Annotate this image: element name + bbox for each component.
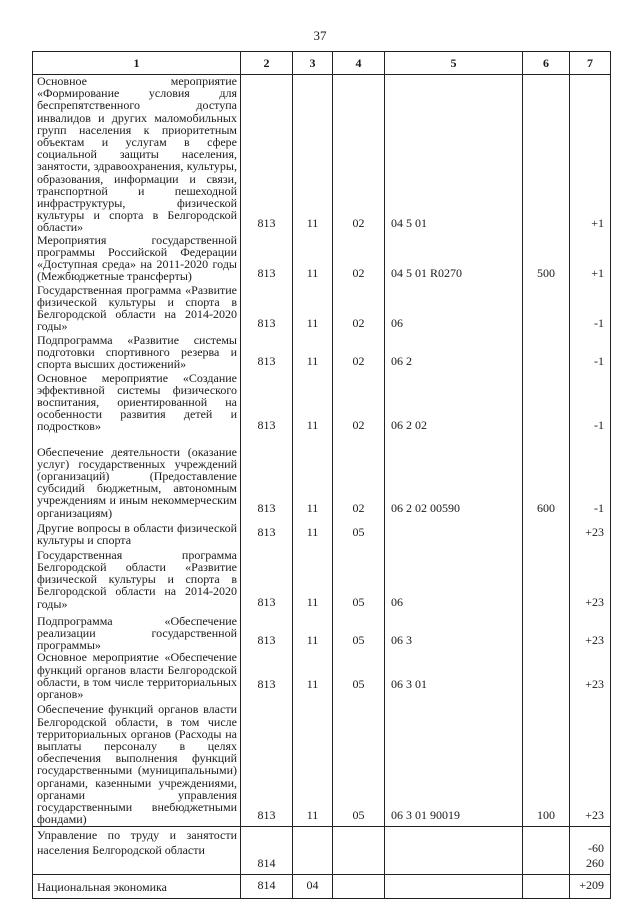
cell-expense-type	[523, 284, 570, 334]
cell-subsection: 05	[333, 519, 385, 549]
cell-section: 11	[293, 651, 333, 703]
cell-target-article: 06	[385, 284, 523, 334]
cell-amount: +1	[570, 234, 611, 284]
row-description: Подпрограмма «Развитие системы подготовки спортивного резерва и спорта высших достижений»	[33, 334, 241, 372]
row-description: Подпрограмма «Обеспечение реализации государственной программы»	[33, 613, 241, 652]
cell-target-article: 06 2 02 00590	[385, 436, 523, 519]
row-description: Основное мероприятие «Создание эффективной системы физического воспитания, ориентированной на особенности развития детей и подростков»	[33, 372, 241, 436]
cell-expense-type	[523, 334, 570, 372]
cell-amount: +23	[570, 651, 611, 703]
cell-amount: -1	[570, 372, 611, 436]
cell-subsection: 02	[333, 234, 385, 284]
cell-section: 11	[293, 75, 333, 234]
cell-subsection: 02	[333, 372, 385, 436]
cell-amount: +23	[570, 613, 611, 652]
cell-target-article: 06	[385, 549, 523, 613]
cell-amount: +23	[570, 519, 611, 549]
cell-amount: +1	[570, 75, 611, 234]
table-row	[33, 519, 611, 549]
row-description: Мероприятия государственной программы Российской Федерации «Доступная среда» на 2011-2020 годы (Межбюджетные трансферты)	[33, 234, 241, 284]
cell-section: 11	[293, 436, 333, 519]
cell-section: 11	[293, 372, 333, 436]
cell-subsection	[333, 874, 385, 898]
cell-amount: +209	[570, 874, 611, 898]
header-col-7: 7	[570, 52, 611, 75]
cell-amount: +23	[570, 549, 611, 613]
cell-expense-type	[523, 372, 570, 436]
cell-subsection	[333, 826, 385, 874]
cell-subsection: 02	[333, 334, 385, 372]
cell-target-article: 06 2 02	[385, 372, 523, 436]
cell-target-article	[385, 874, 523, 898]
cell-department: 813	[241, 613, 293, 652]
cell-department: 813	[241, 651, 293, 703]
cell-expense-type: 500	[523, 234, 570, 284]
cell-department: 814	[241, 826, 293, 874]
header-col-5: 5	[385, 52, 523, 75]
cell-amount: -1	[570, 436, 611, 519]
cell-section: 11	[293, 549, 333, 613]
cell-department: 813	[241, 519, 293, 549]
table-row	[33, 284, 611, 334]
cell-target-article: 06 2	[385, 334, 523, 372]
cell-section: 11	[293, 334, 333, 372]
cell-expense-type: 100	[523, 703, 570, 826]
cell-department: 813	[241, 436, 293, 519]
table-row	[33, 372, 611, 436]
cell-expense-type	[523, 826, 570, 874]
header-col-2: 2	[241, 52, 293, 75]
cell-subsection: 05	[333, 549, 385, 613]
table-row	[33, 436, 611, 519]
header-col-4: 4	[333, 52, 385, 75]
cell-expense-type	[523, 519, 570, 549]
cell-department: 813	[241, 284, 293, 334]
table-row	[33, 75, 611, 234]
cell-subsection: 05	[333, 613, 385, 652]
cell-department: 814	[241, 874, 293, 898]
cell-subsection: 02	[333, 436, 385, 519]
cell-amount: -60 260	[570, 826, 611, 874]
table-row	[33, 651, 611, 703]
cell-target-article: 06 3 01	[385, 651, 523, 703]
cell-subsection: 05	[333, 651, 385, 703]
table-row	[33, 334, 611, 372]
header-col-1: 1	[33, 52, 241, 75]
row-description: Другие вопросы в области физической культуры и спорта	[33, 519, 241, 549]
cell-target-article: 06 3 01 90019	[385, 703, 523, 826]
cell-section: 11	[293, 234, 333, 284]
cell-expense-type	[523, 75, 570, 234]
row-description: Государственная программа Белгородской области «Развитие физической культуры и спорта в Белгородской области на 2014-2020 годы»	[33, 549, 241, 613]
cell-subsection: 05	[333, 703, 385, 826]
cell-target-article: 04 5 01	[385, 75, 523, 234]
cell-target-article: 06 3	[385, 613, 523, 652]
table-row	[33, 703, 611, 826]
table-row	[33, 874, 611, 898]
table-row	[33, 234, 611, 284]
cell-amount: -1	[570, 284, 611, 334]
header-col-6: 6	[523, 52, 570, 75]
cell-amount: +23	[570, 703, 611, 826]
row-description: Основное мероприятие «Формирование условия для беспрепятственного доступа инвалидов и других маломобильных групп населения к приоритетным объектам и услугам в сфере социальной защиты населения, занятости, здравоохранения, культуры, образования, информации и связи, транспортной и пешеходной инфраструктуры, физической культуры и спорта в Белгородской области»	[33, 75, 241, 234]
header-col-3: 3	[293, 52, 333, 75]
cell-amount: -1	[570, 334, 611, 372]
cell-department: 813	[241, 703, 293, 826]
budget-table	[32, 51, 611, 899]
header-row	[33, 52, 611, 75]
cell-expense-type	[523, 874, 570, 898]
row-description: Государственная программа «Развитие физической культуры и спорта в Белгородской области на 2014-2020 годы»	[33, 284, 241, 334]
cell-department: 813	[241, 75, 293, 234]
row-description: Обеспечение функций органов власти Белгородской области, в том числе территориальных органов (Расходы на выплаты персоналу в целях обеспечения выполнения функций государственными (муниципальными) органами, казенными учреждениями, органами управления государственными внебюджетными фондами)	[33, 703, 241, 826]
cell-section: 11	[293, 703, 333, 826]
cell-target-article	[385, 826, 523, 874]
cell-expense-type	[523, 549, 570, 613]
table-row	[33, 613, 611, 652]
cell-expense-type	[523, 651, 570, 703]
cell-target-article: 04 5 01 R0270	[385, 234, 523, 284]
cell-section: 11	[293, 613, 333, 652]
row-description: Основное мероприятие «Обеспечение функций органов власти Белгородской области, в том числе территориальных органов»	[33, 651, 241, 703]
table-row	[33, 549, 611, 613]
cell-department: 813	[241, 372, 293, 436]
cell-subsection: 02	[333, 284, 385, 334]
cell-department: 813	[241, 234, 293, 284]
cell-section: 04	[293, 874, 333, 898]
cell-target-article	[385, 519, 523, 549]
table-row	[33, 826, 611, 874]
cell-section: 11	[293, 519, 333, 549]
cell-expense-type	[523, 613, 570, 652]
cell-department: 813	[241, 549, 293, 613]
row-description: Обеспечение деятельности (оказание услуг) государственных учреждений (организаций) (Предоставление субсидий бюджетным, автономным учреждениям и иным некоммерческим организациям)	[33, 436, 241, 519]
cell-section	[293, 826, 333, 874]
row-description: Управление по труду и занятости населения Белгородской области	[33, 826, 241, 874]
row-description: Национальная экономика	[33, 874, 241, 898]
cell-expense-type: 600	[523, 436, 570, 519]
cell-section: 11	[293, 284, 333, 334]
cell-subsection: 02	[333, 75, 385, 234]
cell-department: 813	[241, 334, 293, 372]
page-number: 37	[313, 28, 327, 43]
